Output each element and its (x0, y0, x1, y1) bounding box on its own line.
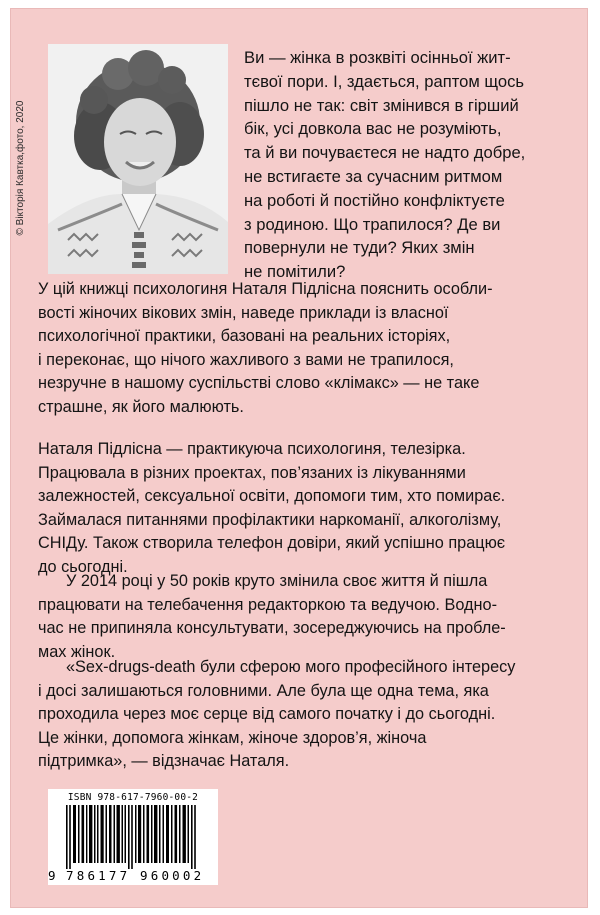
bio-line: до сьогодні. (38, 557, 128, 576)
quote-line: підтримка», — відзначає Наталя. (38, 752, 290, 771)
intro-line: не помітили? (244, 262, 346, 282)
isbn-label: ISBN 978-617-7960-00-2 (67, 792, 199, 803)
intro-line: тєвої пори. І, здається, раптом щось (244, 71, 525, 91)
quote-paragraph (38, 656, 568, 774)
summary-line: і переконає, що нічого жахливого з вами не трапилося, (38, 350, 454, 369)
summary-line: психологічної практики, базовані на реальних історіях, (38, 327, 451, 346)
author-photo (48, 44, 228, 274)
intro-line: та й ви почуваєтеся не надто добре, (244, 143, 526, 163)
summary-line: страшне, як його малюють. (38, 397, 244, 416)
photo-credit: © Вікторія Кавтка,фото, 2020 (15, 100, 26, 236)
summary-line: У цій книжці психологиня Наталя Підлісна пояснить особли- (38, 280, 493, 298)
intro-line: не встигаєте за сучасним ритмом (244, 166, 503, 186)
isbn-barcode (48, 789, 218, 885)
intro-text (244, 46, 562, 284)
bio-line: залежностей, сексуальної освіти, допомоги тим, хто помирає. (38, 487, 506, 506)
summary-line: незручне в нашому суспільстві слово «клімакс» — не таке (38, 374, 480, 393)
career-line: У 2014 році у 50 років круто змінила своє життя й пішла (66, 572, 488, 590)
career-line: працювати на телебачення редакторкою та ведучою. Водно- (38, 595, 498, 614)
ean-first-digit: 9 (48, 868, 56, 883)
barcode-bars (54, 805, 212, 869)
summary-line: вості жіночих вікових змін, наведе приклади із власної (38, 303, 449, 322)
career-paragraph (38, 570, 568, 664)
intro-line: з родиною. Що трапилося? Де ви (244, 214, 501, 234)
intro-line: на роботі й постійно конфліктуєте (244, 190, 505, 210)
quote-line: проходила через моє серце від самого початку і до сьогодні. (38, 705, 496, 724)
quote-line: «Sex-drugs-death були сферою мого професійного інтересу (66, 658, 516, 676)
bio-line: Наталя Підлісна — практикуюча психологиня, телезірка. (38, 440, 466, 458)
ean-right-group: 960002 (140, 868, 205, 883)
book-summary-paragraph (38, 278, 568, 420)
bio-line: Займалася питаннями профілактики наркоманії, алкоголізму, (38, 510, 502, 529)
description (38, 278, 568, 771)
intro-line: бік, усі довкола вас не розуміють, (244, 119, 502, 139)
ean-left-group: 786177 (66, 868, 131, 883)
quote-line: Це жінки, допомога жінкам, жіноче здоров’я, жіноча (38, 728, 427, 747)
intro-line: повернули не туди? Яких змін (244, 238, 475, 258)
career-line: мах жінок. (38, 642, 116, 661)
bio-line: Працювала в різних проектах, пов’язаних із лікуваннями (38, 463, 466, 482)
back-cover (10, 8, 588, 908)
bio-line: СНІДу. Також створила телефон довіри, який успішно працює (38, 534, 506, 553)
intro-line: пішло не так: світ змінився в гірший (244, 95, 519, 115)
intro-line: Ви — жінка в розквіті осінньої жит- (244, 48, 511, 67)
career-line: час не припиняла консультувати, зосереджуючись на пробле- (38, 619, 506, 638)
quote-line: і досі залишаються головними. Але була ще одна тема, яка (38, 681, 489, 700)
author-bio-paragraph (38, 438, 568, 580)
